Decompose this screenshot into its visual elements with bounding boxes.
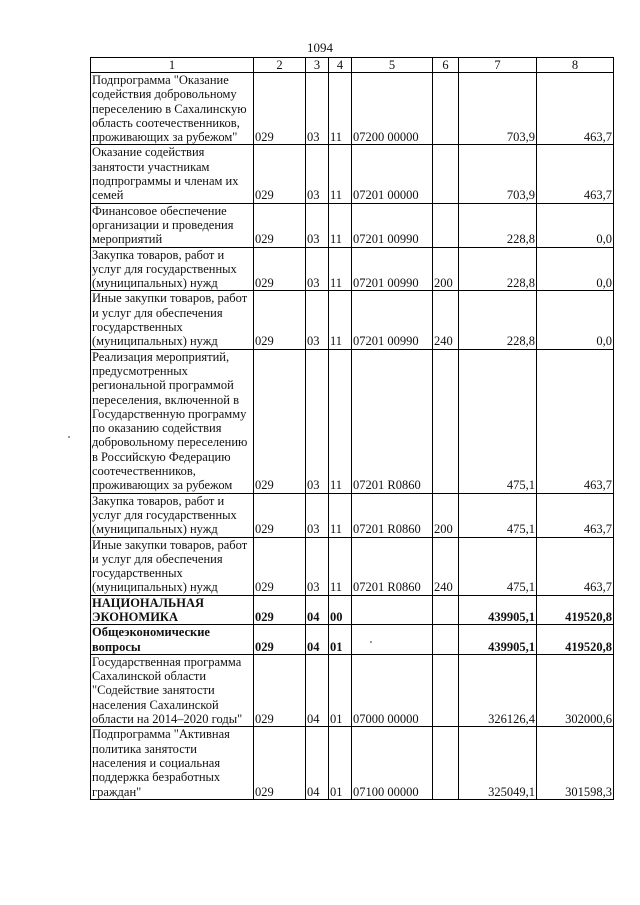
row-value-cell: 439905,1 <box>459 595 537 625</box>
row-name-cell: Реализация мероприятий, предусмотренных региональной программой переселения, включенной в Государственную программу по оказанию содействия добровольному переселению в Российскую Федерацию соотечественников, проживающих за рубежом <box>91 349 254 493</box>
row-value-cell: 029 <box>254 145 306 203</box>
row-value-cell: 029 <box>254 493 306 537</box>
budget-table <box>90 57 614 800</box>
row-value-cell: 00 <box>329 595 352 625</box>
row-value-cell: 07201 R0860 <box>352 493 433 537</box>
row-name-cell: Финансовое обеспечение организации и проведения мероприятий <box>91 203 254 247</box>
row-value-cell <box>433 654 459 726</box>
row-value-cell <box>433 595 459 625</box>
table-row <box>91 654 614 726</box>
row-value-cell: 029 <box>254 349 306 493</box>
row-value-cell: 01 <box>329 727 352 799</box>
table-row <box>91 727 614 799</box>
row-value-cell: 0,0 <box>537 291 614 349</box>
row-value-cell <box>433 625 459 655</box>
row-value-cell: 11 <box>329 145 352 203</box>
row-value-cell: 0,0 <box>537 203 614 247</box>
scan-speck <box>68 436 70 438</box>
row-value-cell: 03 <box>306 537 329 595</box>
row-value-cell: 029 <box>254 291 306 349</box>
row-name-cell: Государственная программа Сахалинской области "Содействие занятости населения Сахалинской области на 2014–2020 годы" <box>91 654 254 726</box>
row-value-cell: 029 <box>254 73 306 145</box>
row-value-cell: 029 <box>254 654 306 726</box>
row-value-cell: 703,9 <box>459 145 537 203</box>
row-value-cell: 326126,4 <box>459 654 537 726</box>
row-value-cell <box>433 349 459 493</box>
row-value-cell: 463,7 <box>537 145 614 203</box>
row-value-cell: 11 <box>329 349 352 493</box>
column-header: 5 <box>352 58 433 73</box>
row-name-cell: Подпрограмма "Оказание содействия добровольному переселению в Сахалинскую область соотечественников, проживающих за рубежом" <box>91 73 254 145</box>
row-value-cell <box>433 145 459 203</box>
row-value-cell <box>433 727 459 799</box>
row-value-cell: 07201 R0860 <box>352 537 433 595</box>
row-value-cell: 200 <box>433 493 459 537</box>
scan-speck <box>370 641 372 643</box>
column-header: 6 <box>433 58 459 73</box>
row-value-cell: 228,8 <box>459 247 537 291</box>
row-name-cell: Общеэкономические вопросы <box>91 625 254 655</box>
table-row <box>91 291 614 349</box>
row-value-cell: 11 <box>329 203 352 247</box>
row-value-cell: 11 <box>329 537 352 595</box>
row-value-cell: 03 <box>306 247 329 291</box>
row-value-cell: 029 <box>254 727 306 799</box>
row-value-cell: 475,1 <box>459 493 537 537</box>
row-value-cell: 703,9 <box>459 73 537 145</box>
row-value-cell: 029 <box>254 247 306 291</box>
row-value-cell: 029 <box>254 595 306 625</box>
page-number: 1094 <box>307 40 333 55</box>
row-value-cell: 11 <box>329 291 352 349</box>
row-value-cell: 03 <box>306 145 329 203</box>
column-header: 7 <box>459 58 537 73</box>
row-value-cell: 463,7 <box>537 537 614 595</box>
column-header: 4 <box>329 58 352 73</box>
row-value-cell: 11 <box>329 73 352 145</box>
row-value-cell: 475,1 <box>459 537 537 595</box>
row-value-cell: 03 <box>306 73 329 145</box>
row-value-cell: 228,8 <box>459 291 537 349</box>
column-header: 3 <box>306 58 329 73</box>
table-row <box>91 247 614 291</box>
row-value-cell: 463,7 <box>537 493 614 537</box>
table-row <box>91 145 614 203</box>
row-value-cell: 07201 00000 <box>352 145 433 203</box>
row-value-cell: 01 <box>329 625 352 655</box>
row-value-cell: 0,0 <box>537 247 614 291</box>
row-name-cell: Подпрограмма "Активная политика занятости населения и социальная поддержка безработных граждан" <box>91 727 254 799</box>
row-name-cell: НАЦИОНАЛЬНАЯ ЭКОНОМИКА <box>91 595 254 625</box>
row-value-cell: 228,8 <box>459 203 537 247</box>
row-value-cell <box>433 73 459 145</box>
row-name-cell: Иные закупки товаров, работ и услуг для обеспечения государственных (муниципальных) нужд <box>91 291 254 349</box>
column-header: 8 <box>537 58 614 73</box>
row-value-cell <box>352 595 433 625</box>
column-header: 2 <box>254 58 306 73</box>
row-value-cell: 01 <box>329 654 352 726</box>
row-value-cell: 07201 R0860 <box>352 349 433 493</box>
row-value-cell: 302000,6 <box>537 654 614 726</box>
header-row <box>91 58 614 73</box>
row-name-cell: Оказание содействия занятости участникам подпрограммы и членам их семей <box>91 145 254 203</box>
row-value-cell: 301598,3 <box>537 727 614 799</box>
row-value-cell: 03 <box>306 203 329 247</box>
table-row <box>91 595 614 625</box>
row-value-cell: 07201 00990 <box>352 203 433 247</box>
row-value-cell: 029 <box>254 537 306 595</box>
row-value-cell: 200 <box>433 247 459 291</box>
table-row <box>91 493 614 537</box>
row-value-cell: 463,7 <box>537 73 614 145</box>
row-name-cell: Закупка товаров, работ и услуг для государственных (муниципальных) нужд <box>91 493 254 537</box>
row-value-cell: 04 <box>306 625 329 655</box>
row-value-cell: 463,7 <box>537 349 614 493</box>
table-row <box>91 537 614 595</box>
row-value-cell: 04 <box>306 727 329 799</box>
row-value-cell <box>352 625 433 655</box>
table-row <box>91 73 614 145</box>
row-value-cell: 07100 00000 <box>352 727 433 799</box>
row-name-cell: Закупка товаров, работ и услуг для государственных (муниципальных) нужд <box>91 247 254 291</box>
row-value-cell: 240 <box>433 291 459 349</box>
row-value-cell: 419520,8 <box>537 595 614 625</box>
row-value-cell: 03 <box>306 291 329 349</box>
row-name-cell: Иные закупки товаров, работ и услуг для обеспечения государственных (муниципальных) нужд <box>91 537 254 595</box>
row-value-cell: 475,1 <box>459 349 537 493</box>
row-value-cell <box>433 203 459 247</box>
row-value-cell: 07000 00000 <box>352 654 433 726</box>
row-value-cell: 419520,8 <box>537 625 614 655</box>
row-value-cell: 240 <box>433 537 459 595</box>
table-row <box>91 625 614 655</box>
row-value-cell: 029 <box>254 625 306 655</box>
table-row <box>91 349 614 493</box>
row-value-cell: 04 <box>306 654 329 726</box>
row-value-cell: 03 <box>306 493 329 537</box>
row-value-cell: 439905,1 <box>459 625 537 655</box>
row-value-cell: 03 <box>306 349 329 493</box>
row-value-cell: 07201 00990 <box>352 291 433 349</box>
row-value-cell: 11 <box>329 247 352 291</box>
row-value-cell: 07200 00000 <box>352 73 433 145</box>
row-value-cell: 04 <box>306 595 329 625</box>
row-value-cell: 029 <box>254 203 306 247</box>
row-value-cell: 07201 00990 <box>352 247 433 291</box>
row-value-cell: 11 <box>329 493 352 537</box>
column-header: 1 <box>91 58 254 73</box>
table-row <box>91 203 614 247</box>
row-value-cell: 325049,1 <box>459 727 537 799</box>
